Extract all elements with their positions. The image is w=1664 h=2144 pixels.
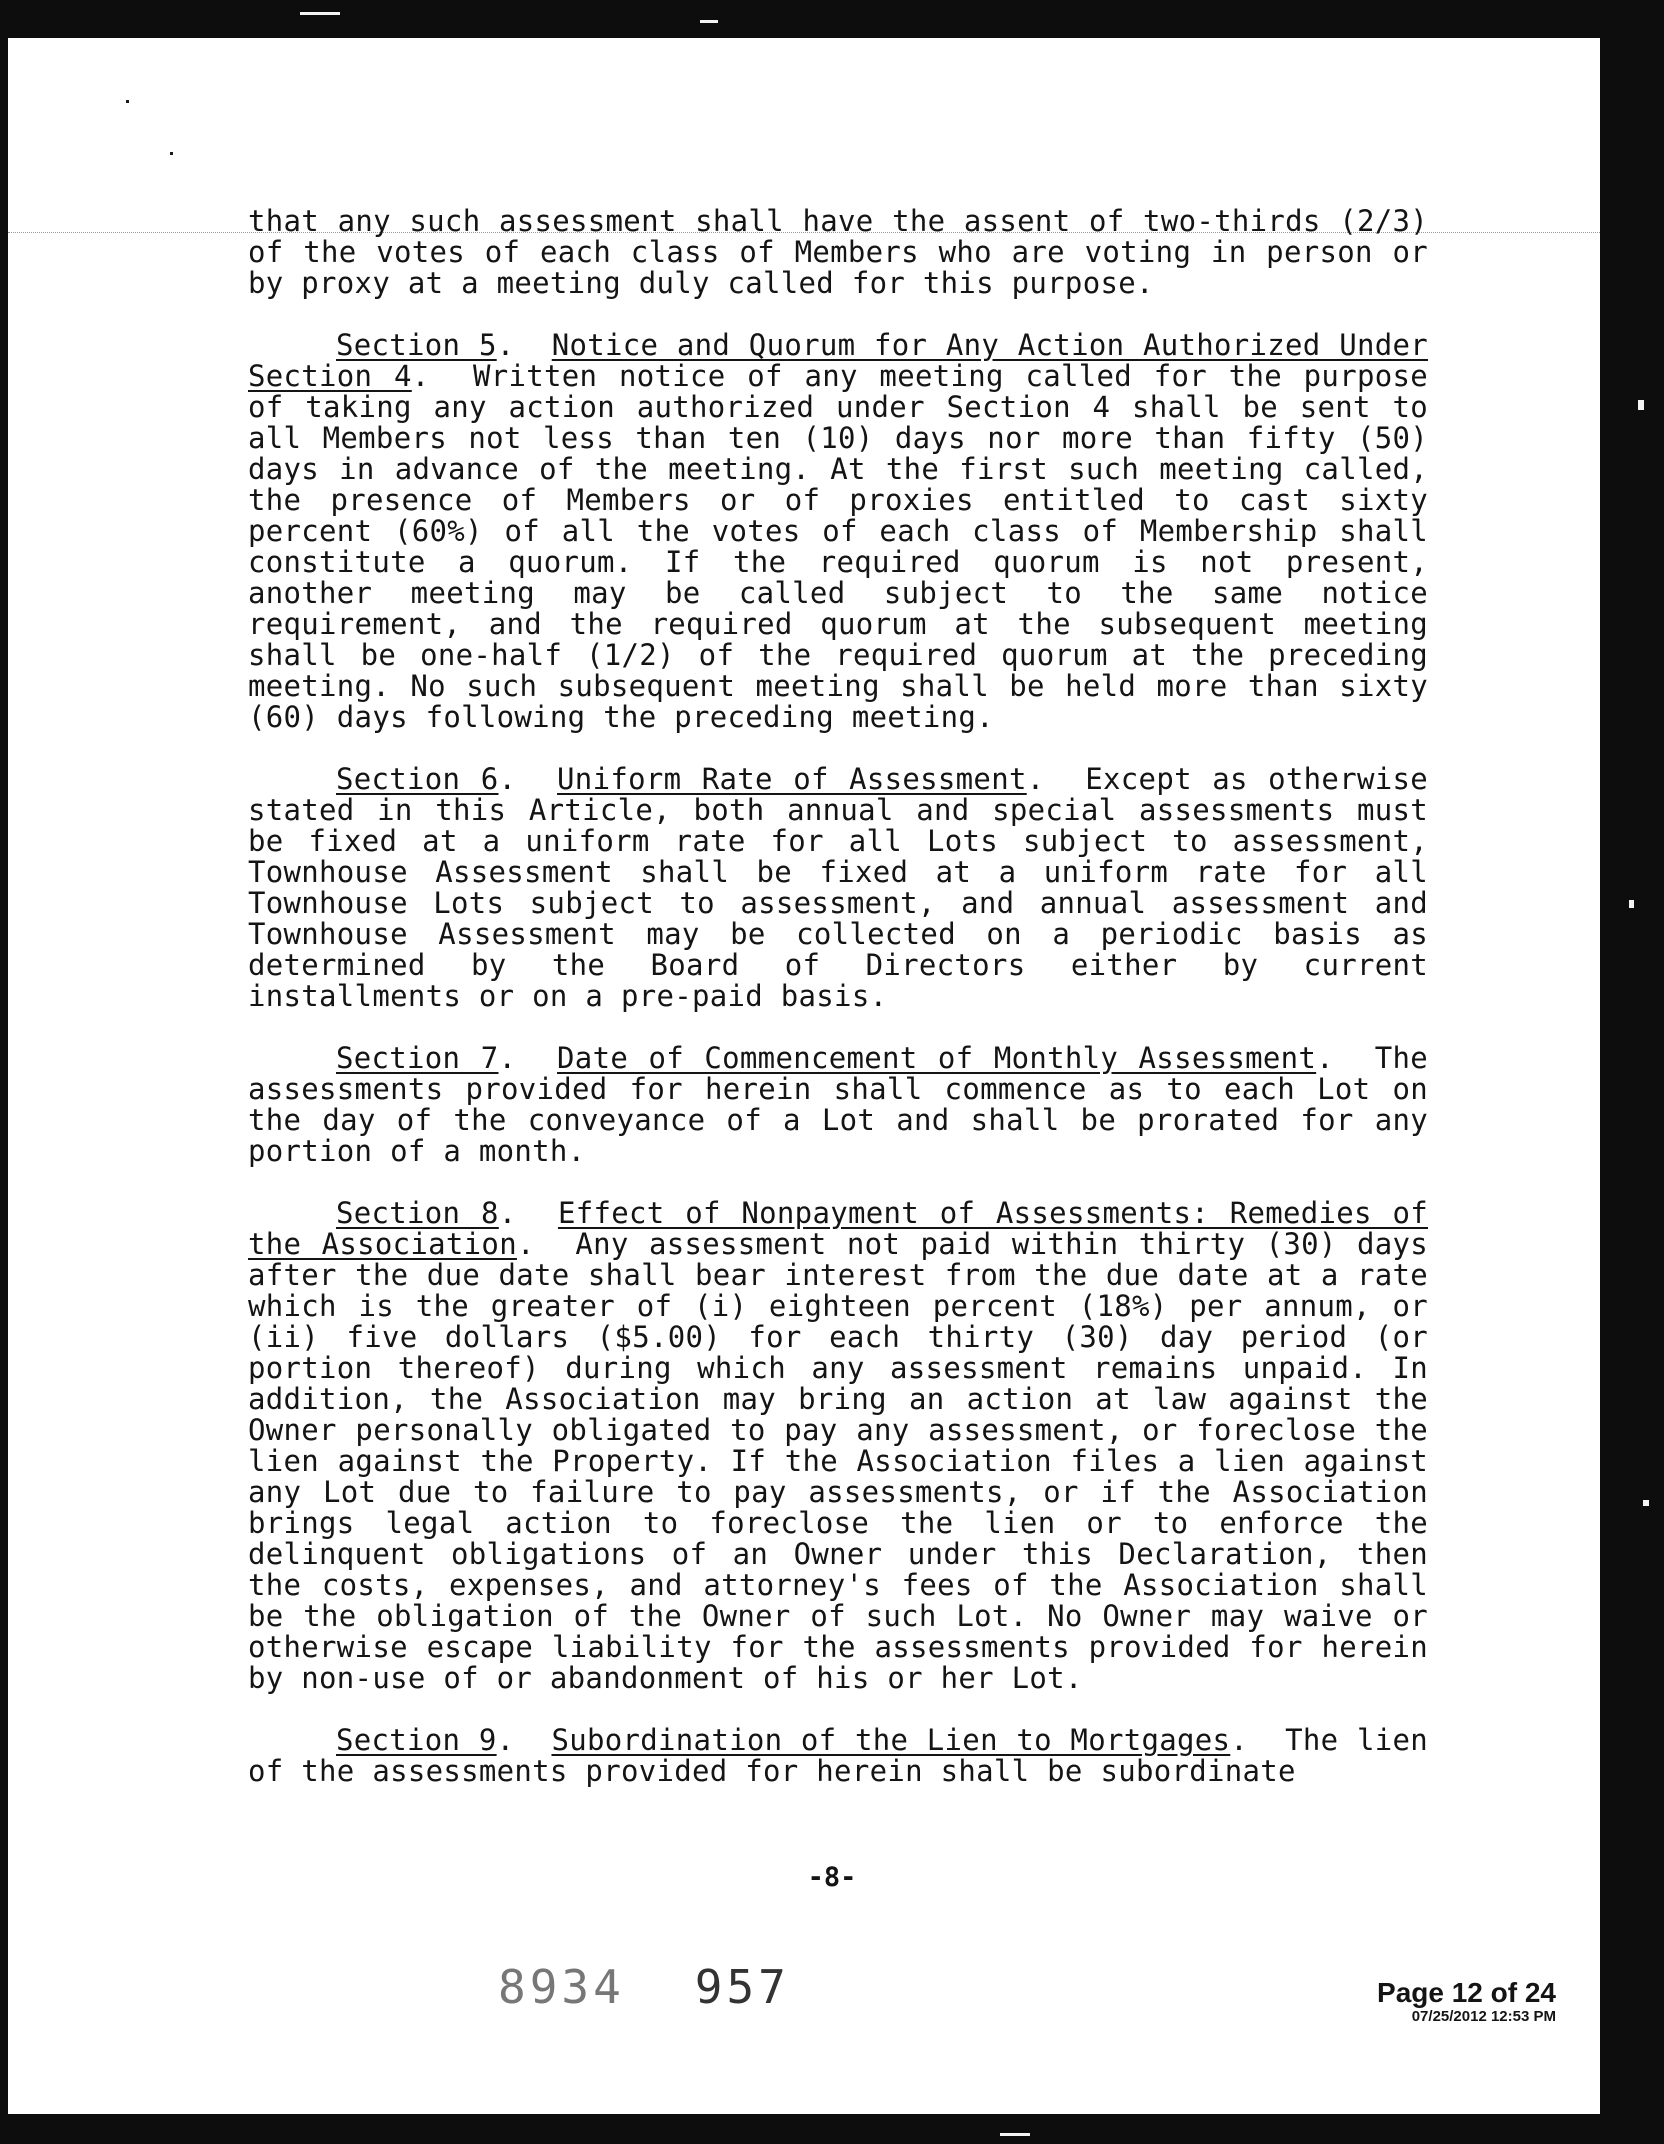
page-of-label: Page 12 of 24 <box>1377 1977 1556 2008</box>
section-6-body: Except as otherwise stated in this Article, both annual and special assessments must be fixed at a uniform rate for all Lots subject to assessment, Townhouse Assessment shall be fixed at a uniform rate for all Townhouse Lots subject to assessment, and annual assessment and Townhouse Assessment may be collected on a periodic basis as determined by the Board of Directors either by current installments or on a pre-paid basis. <box>248 762 1428 1013</box>
section-6-paragraph: Section 6. Uniform Rate of Assessment. Except as otherwise stated in this Article, both annual and special assessments must be fixed at a uniform rate for all Lots subject to assessment, Townhouse Assessment shall be fixed at a uniform rate for all Townhouse Lots subject to assessment, and annual assessment and Townhouse Assessment may be collected on a periodic basis as determined by the Board of Directors either by current installments or on a pre-paid basis. <box>248 762 1428 1013</box>
section-5-label: Section 5 <box>336 328 497 362</box>
document-body <box>248 206 1428 1818</box>
section-7-title: Date of Commencement of Monthly Assessment <box>557 1041 1317 1075</box>
section-9-body: The lien of the assessments provided for herein shall be subordinate <box>248 1723 1429 1788</box>
section-8-title: Effect of Nonpayment of Assessments: Remedies of the Association <box>248 1196 1428 1261</box>
section-7-body: The assessments provided for herein shall commence as to each Lot on the day of the conveyance of a Lot and shall be prorated for any portion of a month. <box>248 1041 1428 1168</box>
scan-border-left <box>0 0 8 2144</box>
section-8-paragraph: Section 8. Effect of Nonpayment of Assessments: Remedies of the Association. Any assessment not paid within thirty (30) days after the due date shall bear interest from the due date at a rate which is the greater of (i) eighteen percent (18%) per annum, or (ii) five dollars ($5.00) for each thirty (30) day period (or portion thereof) during which any assessment remains unpaid. In addition, the Association may bring an action at law against the Owner personally obligated to pay any assessment, or foreclose the lien against the Property. If the Association files a lien against any Lot due to failure to pay assessments, or if the Association brings legal action to foreclose the lien or to enforce the delinquent obligations of an Owner under this Declaration, then the costs, expenses, and attorney's fees of the Association shall be the obligation of the Owner of such Lot. No Owner may waive or otherwise escape liability for the assessments provided for herein by non-use of or abandonment of his or her Lot. <box>248 1196 1428 1695</box>
section-9-paragraph: Section 9. Subordination of the Lien to Mortgages. The lien of the assessments provided for herein shall be subordinate <box>248 1723 1429 1788</box>
scan-speck <box>1638 400 1644 410</box>
scan-speck <box>126 100 129 103</box>
section-6-label: Section 6 <box>336 762 499 796</box>
recording-stamp <box>498 1960 790 2014</box>
section-9-label: Section 9 <box>336 1723 497 1757</box>
section-7-paragraph: Section 7. Date of Commencement of Monthly Assessment. The assessments provided for herein shall commence as to each Lot on the day of the conveyance of a Lot and shall be prorated for any portion of a month. <box>248 1041 1428 1168</box>
section-5-title: Notice and Quorum for Any Action Authorized Under Section 4 <box>248 328 1428 393</box>
scan-speck <box>1629 900 1634 908</box>
section-8-body: Any assessment not paid within thirty (30) days after the due date shall bear interest from the due date at a rate which is the greater of (i) eighteen percent (18%) per annum, or (ii) five dollars ($5.00) for each thirty (30) day period (or portion thereof) during which any assessment remains unpaid. In addition, the Association may bring an action at law against the Owner personally obligated to pay any assessment, or foreclose the lien against the Property. If the Association files a lien against any Lot due to failure to pay assessments, or if the Association brings legal action to foreclose the lien or to enforce the delinquent obligations of an Owner under this Declaration, then the costs, expenses, and attorney's fees of the Association shall be the obligation of the Owner of such Lot. No Owner may waive or otherwise escape liability for the assessments provided for herein by non-use of or abandonment of his or her Lot. <box>248 1227 1428 1695</box>
intro-paragraph: that any such assessment shall have the assent of two-thirds (2/3) of the votes of each class of Members who are voting in person or by proxy at a meeting duly called for this purpose. <box>248 204 1428 300</box>
scan-speck <box>300 12 340 15</box>
section-6-title: Uniform Rate of Assessment <box>557 762 1027 796</box>
scan-border-right <box>1600 0 1664 2144</box>
scan-speck <box>170 152 173 155</box>
section-5-body: Written notice of any meeting called for the purpose of taking any action authorized under Section 4 shall be sent to all Members not less than ten (10) days nor more than fifty (50) days in advance of the meeting. At the first such meeting called, the presence of Members or of proxies entitled to cast sixty percent (60%) of all the votes of each class of Membership shall constitute a quorum. If the required quorum is not present, another meeting may be called subject to the same notice requirement, and the required quorum at the subsequent meeting shall be one-half (1/2) of the required quorum at the preceding meeting. No such subsequent meeting shall be held more than sixty (60) days following the preceding meeting. <box>248 359 1428 734</box>
scan-speck <box>1000 2133 1030 2136</box>
section-8-label: Section 8 <box>336 1196 499 1230</box>
scan-speck <box>1643 1500 1649 1506</box>
page-counter <box>1377 1978 1556 2026</box>
scan-border-top <box>0 0 1664 38</box>
section-7-label: Section 7 <box>336 1041 499 1075</box>
page-stamp-number: 957 <box>694 1960 790 2014</box>
section-9-title: Subordination of the Lien to Mortgages <box>551 1723 1231 1757</box>
section-5-paragraph: Section 5. Notice and Quorum for Any Action Authorized Under Section 4. Written notice of any meeting called for the purpose of taking any action authorized under Section 4 shall be sent to all Members not less than ten (10) days nor more than fifty (50) days in advance of the meeting. At the first such meeting called, the presence of Members or of proxies entitled to cast sixty percent (60%) of all the votes of each class of Membership shall constitute a quorum. If the required quorum is not present, another meeting may be called subject to the same notice requirement, and the required quorum at the subsequent meeting shall be one-half (1/2) of the required quorum at the preceding meeting. No such subsequent meeting shall be held more than sixty (60) days following the preceding meeting. <box>248 328 1428 734</box>
scan-speck <box>700 20 718 23</box>
timestamp: 07/25/2012 12:53 PM <box>1411 2008 1556 2025</box>
scan-border-bottom <box>0 2114 1664 2144</box>
book-number: 8934 <box>498 1960 625 2014</box>
page-number: -8- <box>807 1862 857 1893</box>
